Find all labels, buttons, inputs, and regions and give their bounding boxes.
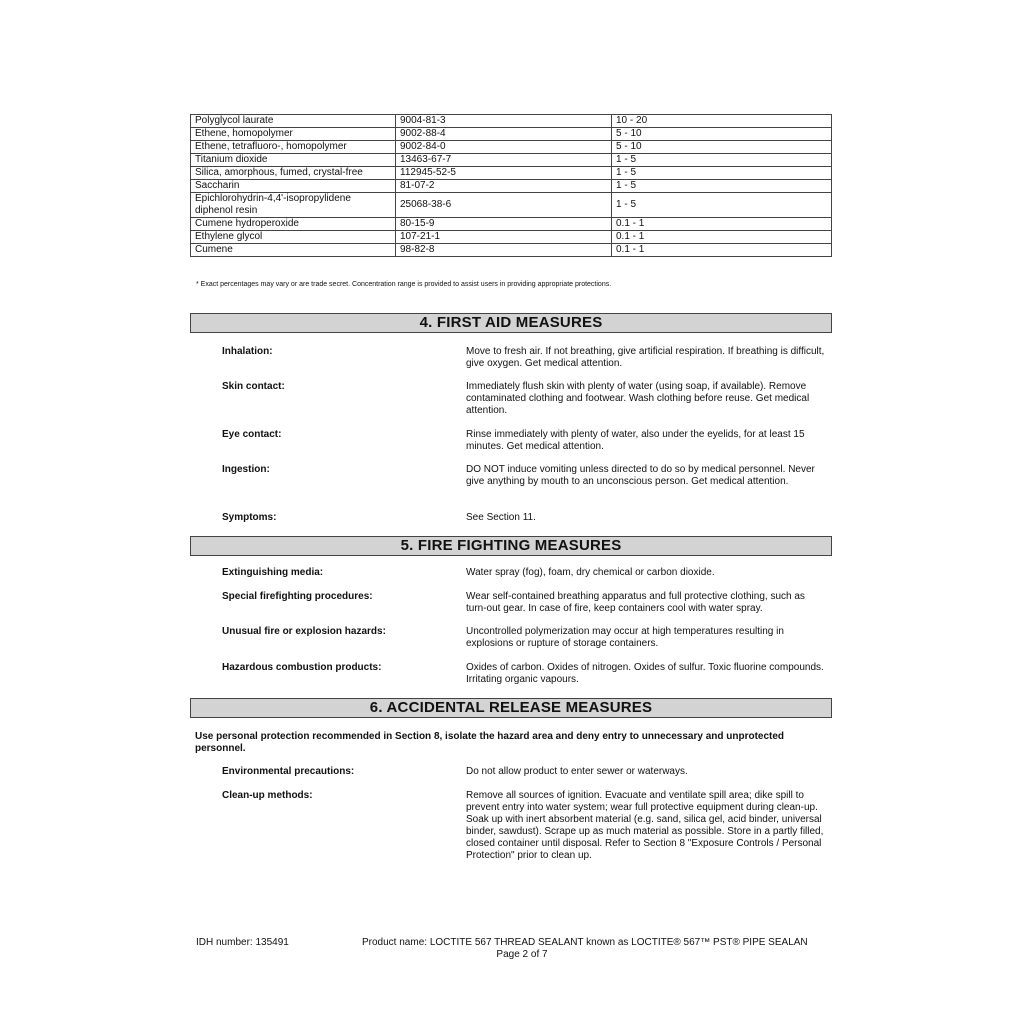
- cas-number: 80-15-9: [396, 218, 612, 231]
- table-row: [191, 218, 832, 231]
- cas-number: 9002-84-0: [396, 141, 612, 154]
- concentration: 0.1 - 1: [612, 218, 832, 231]
- field-label: Clean-up methods:: [222, 790, 313, 801]
- field-value: See Section 11.: [466, 512, 536, 523]
- table-row: [191, 154, 832, 167]
- concentration: 0.1 - 1: [612, 244, 832, 257]
- concentration: 5 - 10: [612, 141, 832, 154]
- table-row: [191, 180, 832, 193]
- cas-number: 112945-52-5: [396, 167, 612, 180]
- section-heading-first-aid: 4. FIRST AID MEASURES: [190, 313, 832, 333]
- cas-number: 9004-81-3: [396, 115, 612, 128]
- footer-page-number: Page 2 of 7: [496, 949, 548, 960]
- composition-footnote: * Exact percentages may vary or are trade secret. Concentration range is provided to assist users in providing appropriate protections.: [196, 281, 612, 288]
- field-label: Hazardous combustion products:: [222, 662, 382, 673]
- field-value: Immediately flush skin with plenty of water (using soap, if available). Remove contaminated clothing and footwear. Wash clothing before reuse. Get medical attention.: [466, 381, 810, 416]
- ingredient-name: Epichlorohydrin-4,4'-isopropylidene diphenol resin: [191, 193, 396, 218]
- concentration: 10 - 20: [612, 115, 832, 128]
- footer-product-name: Product name: LOCTITE 567 THREAD SEALANT known as LOCTITE® 567™ PST® PIPE SEALAN: [362, 937, 808, 948]
- field-value: Do not allow product to enter sewer or waterways.: [466, 766, 688, 777]
- ingredient-name: Ethene, homopolymer: [191, 128, 396, 141]
- field-value: Wear self-contained breathing apparatus and full protective clothing, such as turn-out gear. In case of fire, keep containers cool with water spray.: [466, 591, 805, 614]
- field-value: DO NOT induce vomiting unless directed to do so by medical personnel. Never give anything by mouth to an unconscious person. Get medical attention.: [466, 464, 815, 487]
- concentration: 1 - 5: [612, 154, 832, 167]
- field-label: Unusual fire or explosion hazards:: [222, 626, 386, 637]
- concentration: 1 - 5: [612, 180, 832, 193]
- field-value: Remove all sources of ignition. Evacuate and ventilate spill area; dike spill to prevent entry into water system; wear full protective equipment during clean-up. Soak up with inert absorbent material (e.g. sand, silica gel, acid binder, universal binder, sawdust). Scrape up as much material as possible. Store in a partly filled, closed container until disposal. Refer to Section 8 "Exposure Controls / Personal Protection" prior to clean up.: [466, 790, 824, 861]
- cas-number: 25068-38-6: [396, 193, 612, 218]
- table-row: [191, 231, 832, 244]
- field-label: Special firefighting procedures:: [222, 591, 373, 602]
- section-intro: Use personal protection recommended in Section 8, isolate the hazard area and deny entry to unnecessary and unprotected personnel.: [195, 731, 785, 754]
- composition-table: [190, 114, 832, 257]
- field-label: Environmental precautions:: [222, 766, 355, 777]
- field-label: Symptoms:: [222, 512, 277, 523]
- cas-number: 9002-88-4: [396, 128, 612, 141]
- cas-number: 81-07-2: [396, 180, 612, 193]
- table-row: [191, 128, 832, 141]
- table-row: [191, 115, 832, 128]
- table-row: [191, 193, 832, 218]
- table-row: [191, 167, 832, 180]
- ingredient-name: Ethylene glycol: [191, 231, 396, 244]
- concentration: 1 - 5: [612, 193, 832, 218]
- ingredient-name: Silica, amorphous, fumed, crystal-free: [191, 167, 396, 180]
- field-value: Move to fresh air. If not breathing, give artificial respiration. If breathing is difficult, give oxygen. Get medical attention.: [466, 346, 825, 369]
- field-value: Water spray (fog), foam, dry chemical or carbon dioxide.: [466, 567, 715, 578]
- section-heading-fire-fighting: 5. FIRE FIGHTING MEASURES: [190, 536, 832, 556]
- table-row: [191, 141, 832, 154]
- field-label: Skin contact:: [222, 381, 285, 392]
- ingredient-name: Polyglycol laurate: [191, 115, 396, 128]
- table-row: [191, 244, 832, 257]
- field-label: Inhalation:: [222, 346, 273, 357]
- field-label: Eye contact:: [222, 429, 282, 440]
- concentration: 5 - 10: [612, 128, 832, 141]
- ingredient-name: Saccharin: [191, 180, 396, 193]
- ingredient-name: Ethene, tetrafluoro-, homopolymer: [191, 141, 396, 154]
- field-value: Oxides of carbon. Oxides of nitrogen. Oxides of sulfur. Toxic fluorine compounds. Irritating organic vapours.: [466, 662, 824, 685]
- field-label: Extinguishing media:: [222, 567, 324, 578]
- section-heading-accidental-release: 6. ACCIDENTAL RELEASE MEASURES: [190, 698, 832, 718]
- ingredient-name: Cumene hydroperoxide: [191, 218, 396, 231]
- concentration: 0.1 - 1: [612, 231, 832, 244]
- cas-number: 13463-67-7: [396, 154, 612, 167]
- concentration: 1 - 5: [612, 167, 832, 180]
- footer-idh-number: IDH number: 135491: [196, 937, 289, 948]
- field-value: Uncontrolled polymerization may occur at high temperatures resulting in explosions or rupture of storage containers.: [466, 626, 784, 649]
- field-label: Ingestion:: [222, 464, 270, 475]
- ingredient-name: Titanium dioxide: [191, 154, 396, 167]
- field-value: Rinse immediately with plenty of water, also under the eyelids, for at least 15 minutes. Get medical attention.: [466, 429, 805, 452]
- cas-number: 107-21-1: [396, 231, 612, 244]
- cas-number: 98-82-8: [396, 244, 612, 257]
- ingredient-name: Cumene: [191, 244, 396, 257]
